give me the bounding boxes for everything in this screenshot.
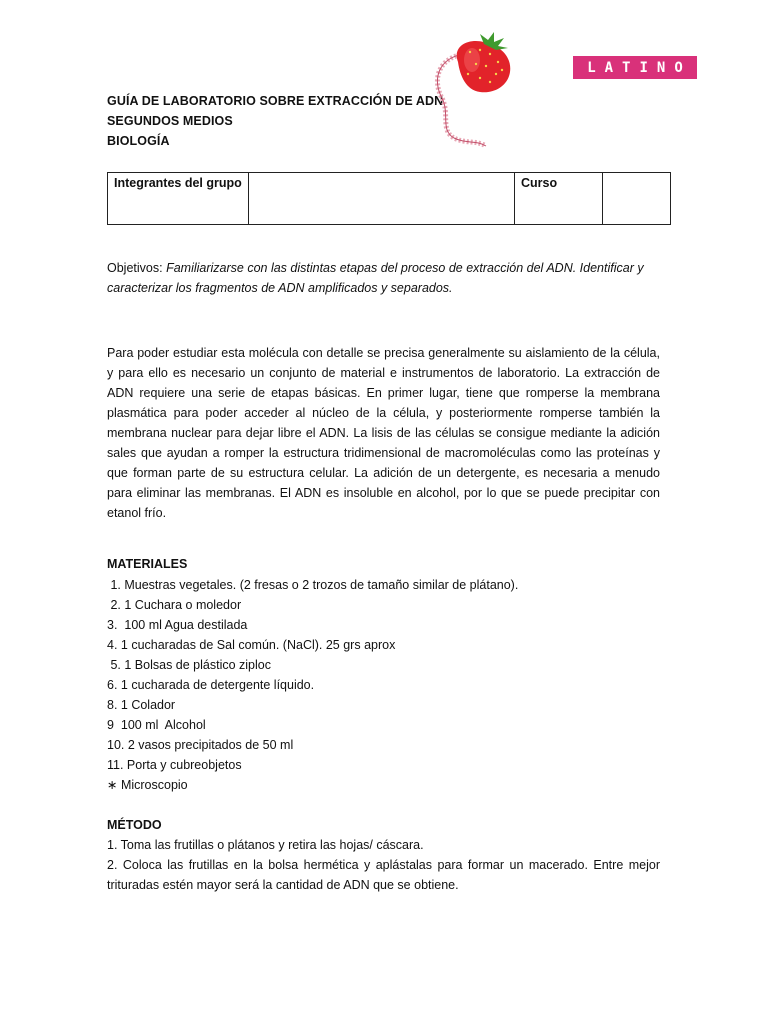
objectives-text: Familiarizarse con las distintas etapas del proceso de extracción del ADN. Identificar y caracterizar los fragmentos de ADN amplificados y separados. <box>107 261 644 295</box>
members-input-cell[interactable] <box>249 173 515 225</box>
objectives-label: Objetivos: <box>107 261 167 275</box>
method-step-2: 2. Coloca las frutillas en la bolsa hermética y aplástalas para formar un macerado. Entre mejor trituradas estén mayor será la cantidad de ADN que se obtiene. <box>107 858 660 892</box>
list-item: 5. 1 Bolsas de plástico ziploc <box>107 658 271 672</box>
materials-list <box>107 575 518 795</box>
course-label: Curso <box>521 176 558 190</box>
members-label: Integrantes del grupo <box>114 176 242 190</box>
course-input-cell[interactable] <box>603 173 671 225</box>
objectives-paragraph <box>107 258 663 298</box>
course-label-cell <box>515 173 603 225</box>
intro-paragraph: Para poder estudiar esta molécula con detalle se precisa generalmente su aislamiento de la célula, y para ello es necesario un conjunto de material e instrumentos de laboratorio. La extracción de ADN requiere una serie de etapas básicas. En primer lugar, tiene que romperse la membrana plasmática para poder acceder al núcleo de la célula, y posteriormente romperse también la membrana nuclear para dejar libre el ADN. La lisis de las células se consigue mediante la adición sales que ayudan a romper la estructura tridimensional de macromoléculas como las proteínas y que forman parte de su estructura celular. La adición de un detergente, es necesaria a menudo para eliminar las membranas. El ADN es insoluble en alcohol, por lo que se puede precipitar con etanol frío. <box>107 346 660 520</box>
method-heading: MÉTODO <box>107 818 162 832</box>
list-item: 9 100 ml Alcohol <box>107 718 206 732</box>
list-item: 3. 100 ml Agua destilada <box>107 618 248 632</box>
list-item: 6. 1 cucharada de detergente líquido. <box>107 678 315 692</box>
materials-heading: MATERIALES <box>107 557 188 571</box>
list-item: 8. 1 Colador <box>107 698 176 712</box>
list-item: 1. Muestras vegetales. (2 fresas o 2 trozos de tamaño similar de plátano). <box>107 578 519 592</box>
latino-logo <box>573 56 697 79</box>
strawberry-dna-illustration <box>428 32 518 150</box>
list-item: 4. 1 cucharadas de Sal común. (NaCl). 25 grs aprox <box>107 638 396 652</box>
list-item: 2. 1 Cuchara o moledor <box>107 598 242 612</box>
list-item: 10. 2 vasos precipitados de 50 ml <box>107 738 294 752</box>
group-members-table <box>107 172 671 225</box>
logo-text: LATINO <box>587 59 692 76</box>
document-subtitle-subject: BIOLOGÍA <box>107 134 170 148</box>
members-label-cell <box>108 173 249 225</box>
list-item: ∗ Microscopio <box>107 778 188 792</box>
document-subtitle-grade: SEGUNDOS MEDIOS <box>107 114 233 128</box>
list-item: 11. Porta y cubreobjetos <box>107 758 242 772</box>
document-title: GUÍA DE LABORATORIO SOBRE EXTRACCIÓN DE ADN <box>107 94 444 108</box>
method-step-1: 1. Toma las frutillas o plátanos y retira las hojas/ cáscara. <box>107 838 424 852</box>
